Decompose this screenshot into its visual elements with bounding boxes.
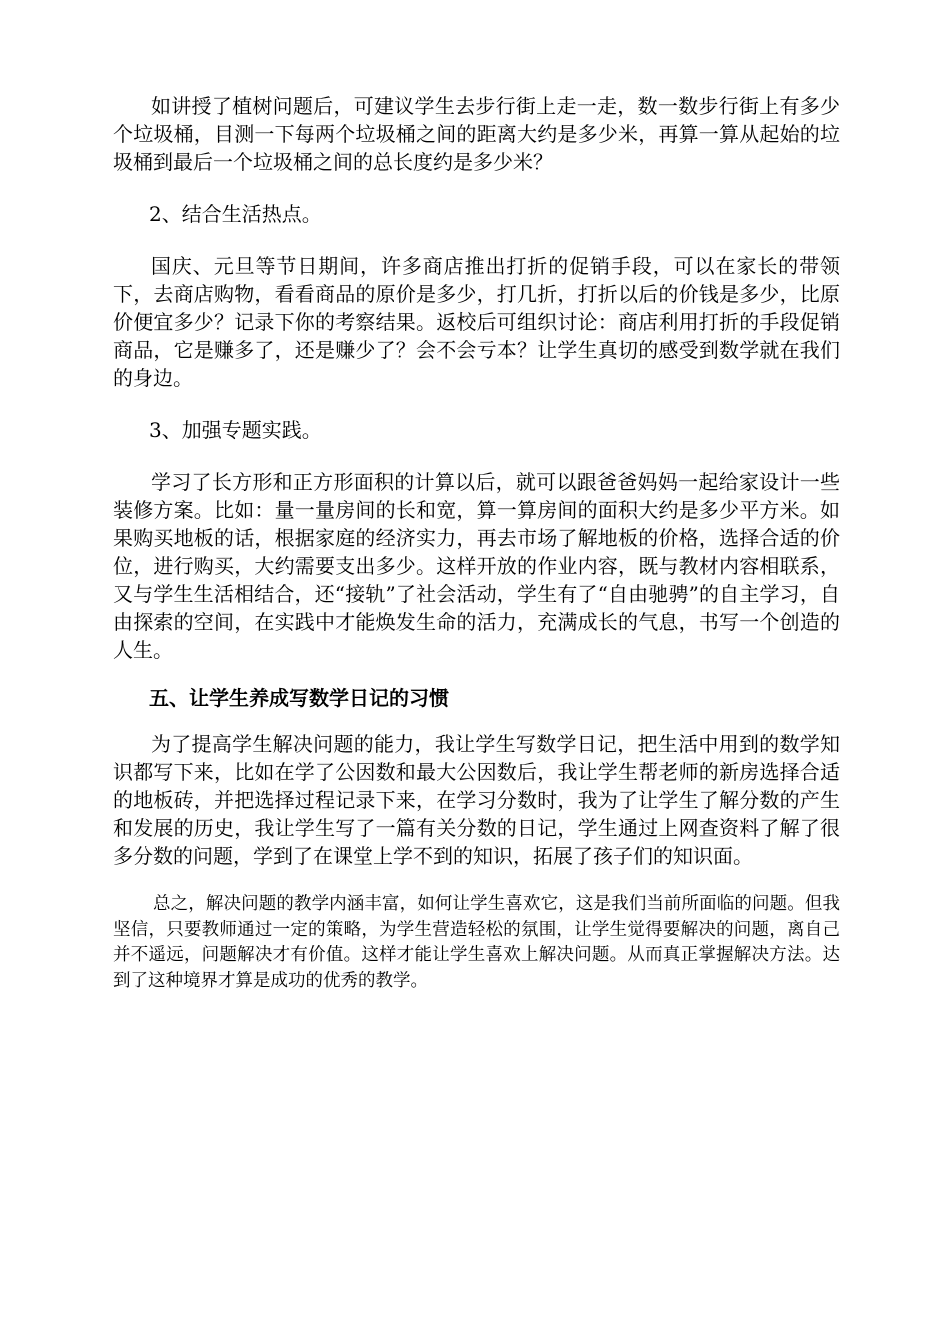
subheading-topic-practice: 3、加强专题实践。 xyxy=(149,418,322,442)
paragraph-conclusion: 总之，解决问题的教学内涵丰富，如何让学生喜欢它，这是我们当前所面临的问题。但我坚信，只要教师通过一定的策略，为学生营造轻松的氛围，让学生觉得要解决的问题，离自己并不遥远，问题解决才有价值。这样才能让学生喜欢上解决问题。从而真正掌握解决方法。达到了这种境界才算是成功的优秀的教学。 xyxy=(113,894,840,991)
paragraph-planting-problem: 如讲授了植树问题后，可建议学生去步行街上走一走，数一数步行街上有多少个垃圾桶，目测一下每两个垃圾桶之间的距离大约是多少米，再算一算从起始的垃圾桶到最后一个垃圾桶之间的总长度约是多少米？ xyxy=(113,94,840,174)
paragraph-area-practice: 学习了长方形和正方形面积的计算以后，就可以跟爸爸妈妈一起给家设计一些装修方案。比如：量一量房间的长和宽，算一算房间的面积大约是多少平方米。如果购买地板的话，根据家庭的经济实力，再去市场了解地板的价格，选择合适的价位，进行购买，大约需要支出多少。这样开放的作业内容，既与教材内容相联系，又与学生生活相结合，还“接轨”了社会活动，学生有了“自由驰骋”的自主学习，自由探索的空间，在实践中才能焕发生命的活力，充满成长的气息，书写一个创造的人生。 xyxy=(113,470,840,662)
paragraph-discount-shopping: 国庆、元旦等节日期间，许多商店推出打折的促销手段，可以在家长的带领下，去商店购物，看看商品的原价是多少，打几折，打折以后的价钱是多少，比原价便宜多少？记录下你的考察结果。返校后可组织讨论：商店利用打折的手段促销商品，它是赚多了，还是赚少了？会不会亏本？让学生真切的感受到数学就在我们的身边。 xyxy=(113,254,840,390)
subheading-life-hotspots: 2、结合生活热点。 xyxy=(149,202,322,226)
document-page xyxy=(113,92,840,994)
paragraph-math-diary: 为了提高学生解决问题的能力，我让学生写数学日记，把生活中用到的数学知识都写下来，比如在学了公因数和最大公因数后，我让学生帮老师的新房选择合适的地板砖，并把选择过程记录下来，在学习分数时，我为了让学生了解分数的产生和发展的历史，我让学生写了一篇有关分数的日记，学生通过上网查资料了解了很多分数的问题，学到了在课堂上学不到的知识，拓展了孩子们的知识面。 xyxy=(113,732,840,868)
section-heading-math-diary: 五、让学生养成写数学日记的习惯 xyxy=(149,686,449,710)
